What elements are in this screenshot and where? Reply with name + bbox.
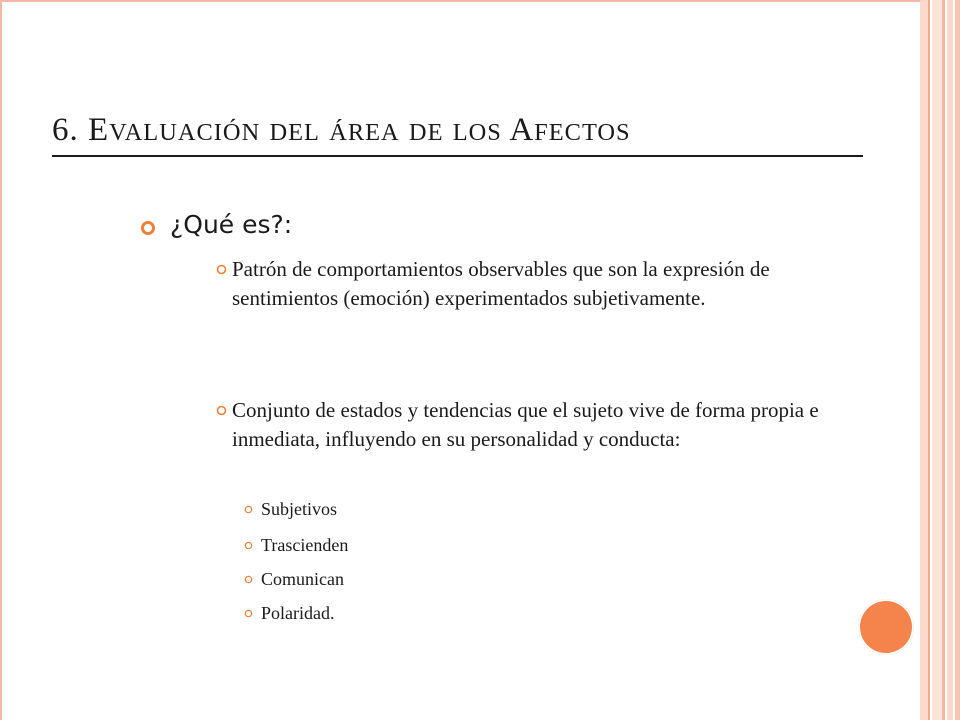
characteristic-item [244, 534, 348, 556]
sub-bullet-set [216, 396, 866, 454]
right-decorative-stripes [920, 0, 960, 720]
characteristic-text: Comunican [261, 569, 344, 589]
small-circle-bullet-icon [216, 264, 227, 275]
tiny-circle-bullet-icon [244, 575, 253, 584]
characteristic-text: Subjetivos [261, 499, 338, 519]
characteristic-item [244, 498, 337, 520]
characteristic-item [244, 602, 335, 624]
characteristic-text: Trascienden [261, 535, 349, 555]
orange-circle-icon [858, 599, 914, 655]
sub-bullet-definition-text: Patrón de comportamientos observables que son la expresión de sentimientos (emoción) experimentados subjetivamente. [232, 257, 770, 310]
tiny-circle-bullet-icon [244, 609, 253, 618]
sub-bullet-definition [216, 255, 866, 313]
main-bullet-text: ¿Qué es?: [170, 210, 293, 239]
sub-bullet-set-text: Conjunto de estados y tendencias que el sujeto vive de forma propia e inmediata, influyendo en su personalidad y conducta: [232, 398, 819, 451]
main-bullet [140, 210, 292, 239]
tiny-circle-bullet-icon [244, 541, 253, 550]
slide-title-text: 6. EVALUACIÓN DEL ÁREA DE LOS AFECTOS [52, 112, 631, 148]
characteristic-item [244, 568, 344, 590]
title-underline [52, 155, 863, 157]
small-circle-bullet-icon [216, 405, 227, 416]
orange-circle-bullet-icon [140, 220, 156, 236]
tiny-circle-bullet-icon [244, 505, 253, 514]
slide-title [52, 112, 631, 149]
characteristic-text: Polaridad. [261, 603, 335, 623]
